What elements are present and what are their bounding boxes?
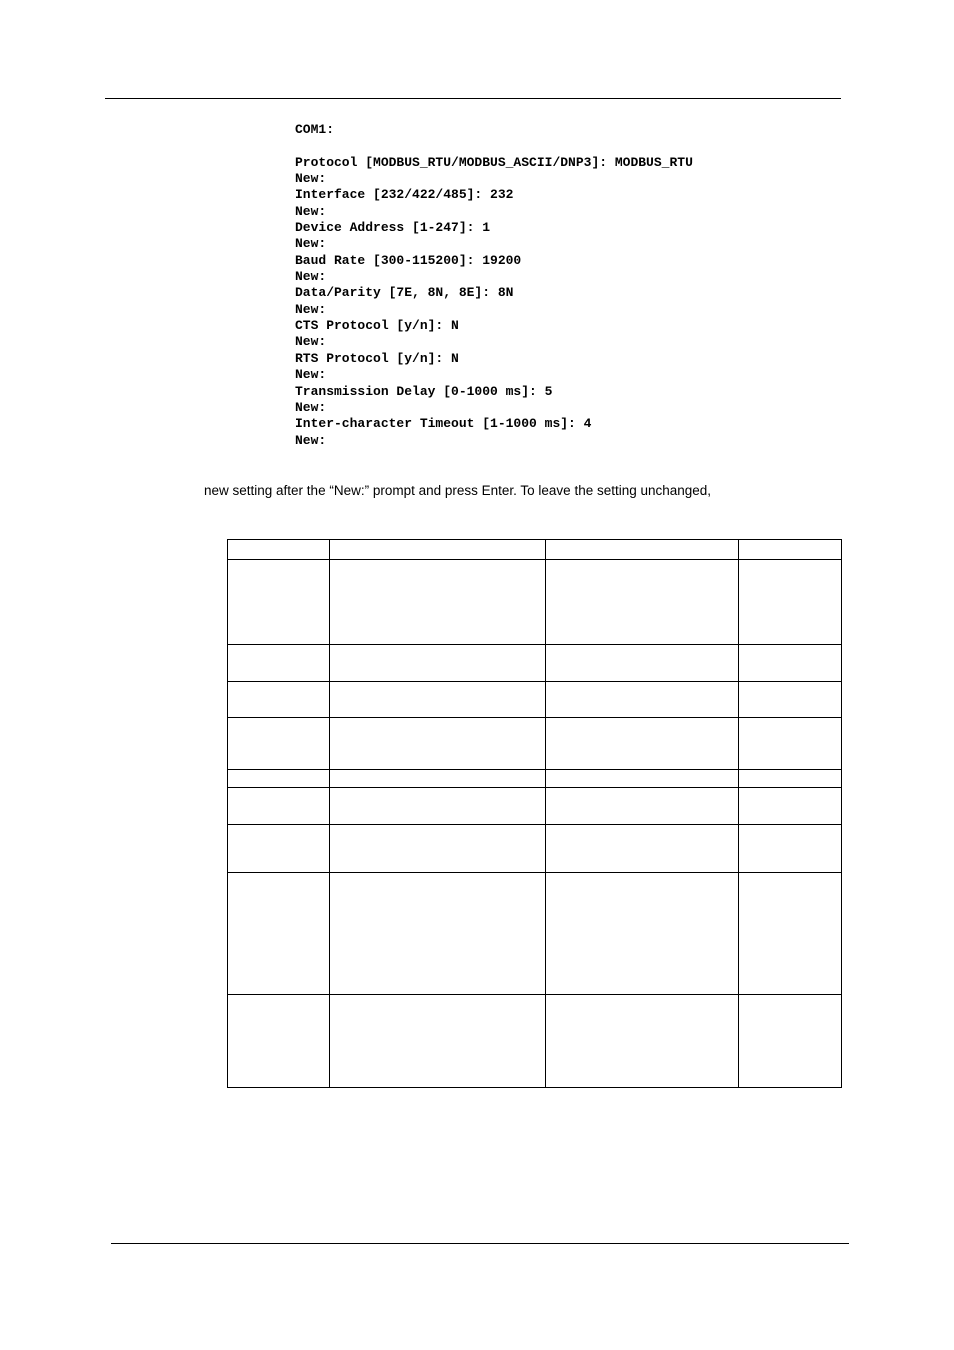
table-cell bbox=[330, 645, 546, 682]
table-cell bbox=[330, 770, 546, 788]
table-cell bbox=[739, 718, 842, 770]
table-cell bbox=[228, 825, 330, 873]
console-line: New: bbox=[295, 367, 327, 383]
table-row bbox=[228, 540, 842, 560]
table-cell bbox=[330, 540, 546, 560]
table-row bbox=[228, 645, 842, 682]
console-line: COM1: bbox=[295, 122, 335, 137]
table-row bbox=[228, 682, 842, 718]
console-line: CTS Protocol [y/n]: N bbox=[295, 318, 459, 334]
table-row bbox=[228, 788, 842, 825]
table-cell bbox=[546, 770, 739, 788]
table-cell bbox=[739, 682, 842, 718]
table-cell bbox=[739, 788, 842, 825]
table-cell bbox=[228, 718, 330, 770]
table-cell bbox=[739, 540, 842, 560]
table-cell bbox=[330, 825, 546, 873]
table-cell bbox=[739, 995, 842, 1088]
console-line: Interface [232/422/485]: 232 bbox=[295, 187, 514, 203]
console-line: Data/Parity [7E, 8N, 8E]: 8N bbox=[295, 285, 514, 301]
table-cell bbox=[330, 995, 546, 1088]
console-line: Inter-character Timeout [1-1000 ms]: 4 bbox=[295, 416, 592, 432]
table-cell bbox=[228, 682, 330, 718]
table-row bbox=[228, 560, 842, 645]
table-cell bbox=[228, 995, 330, 1088]
table-cell bbox=[546, 682, 739, 718]
table-row bbox=[228, 825, 842, 873]
console-line: Device Address [1-247]: 1 bbox=[295, 220, 491, 236]
table-cell bbox=[228, 873, 330, 995]
table-cell bbox=[330, 682, 546, 718]
console-line: New: bbox=[295, 301, 327, 317]
console-line: New: bbox=[295, 399, 327, 415]
console-line: New: bbox=[295, 203, 327, 219]
table-cell bbox=[739, 770, 842, 788]
table-cell bbox=[546, 560, 739, 645]
table-cell bbox=[546, 645, 739, 682]
table-cell bbox=[330, 718, 546, 770]
com1-console-listing bbox=[295, 122, 693, 449]
table-row bbox=[228, 718, 842, 770]
console-line: New: bbox=[295, 171, 327, 187]
table-row bbox=[228, 995, 842, 1088]
console-line: RTS Protocol [y/n]: N bbox=[295, 350, 459, 366]
console-line: New: bbox=[295, 269, 327, 285]
console-line: New: bbox=[295, 432, 327, 448]
table-cell bbox=[330, 560, 546, 645]
header-rule bbox=[105, 98, 841, 99]
table-cell bbox=[330, 788, 546, 825]
instruction-paragraph: new setting after the “New:” prompt and press Enter. To leave the setting unchanged, bbox=[204, 483, 712, 498]
console-line: Transmission Delay [0-1000 ms]: 5 bbox=[295, 383, 553, 399]
table-cell bbox=[739, 873, 842, 995]
console-line: Baud Rate [300-115200]: 19200 bbox=[295, 252, 522, 268]
table-cell bbox=[228, 645, 330, 682]
table-cell bbox=[739, 645, 842, 682]
table-cell bbox=[228, 770, 330, 788]
table-cell bbox=[739, 560, 842, 645]
table-row bbox=[228, 770, 842, 788]
settings-table bbox=[227, 539, 842, 1088]
footer-rule bbox=[111, 1243, 849, 1244]
console-line: New: bbox=[295, 236, 327, 252]
table-cell bbox=[228, 540, 330, 560]
console-line: New: bbox=[295, 334, 327, 350]
table-cell bbox=[546, 825, 739, 873]
table-cell bbox=[546, 540, 739, 560]
table-cell bbox=[228, 788, 330, 825]
table-cell bbox=[546, 873, 739, 995]
table-cell bbox=[739, 825, 842, 873]
table-cell bbox=[546, 718, 739, 770]
table-cell bbox=[546, 995, 739, 1088]
table-cell bbox=[546, 788, 739, 825]
console-line bbox=[295, 138, 693, 154]
table-cell bbox=[330, 873, 546, 995]
table-cell bbox=[228, 560, 330, 645]
table-row bbox=[228, 873, 842, 995]
console-line: Protocol [MODBUS_RTU/MODBUS_ASCII/DNP3]: MODBUS_RTU bbox=[295, 154, 693, 170]
